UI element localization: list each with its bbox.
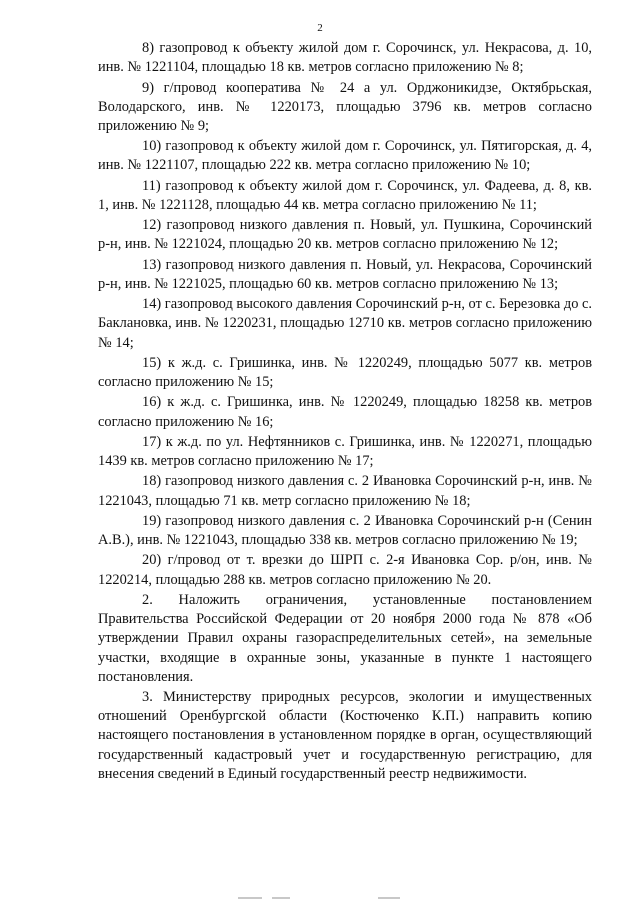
list-item-16: 16) к ж.д. с. Гришинка, инв. № 1220249, площадью 18258 кв. метров согласно приложению № 16; [98, 394, 592, 430]
list-item-10: 10) газопровод к объекту жилой дом г. Сорочинск, ул. Пятигорская, д. 4, инв. № 1221107, площадью 222 кв. метра согласно приложению № 10; [98, 138, 592, 174]
clause-2-paragraph: 2. Наложить ограничения, установленные постановлением Правительства Российской Федерации от 20 ноября 2000 года № 878 «Об утверждении Правил охраны газораспределительных сетей», на земельные участки, входящие в охранные зоны, указанные в пункте 1 настоящего постановления. [98, 591, 592, 685]
clause-3-paragraph: 3. Министерству природных ресурсов, экологии и имущественных отношений Оренбургской области (Костюченко К.П.) направить копию настоящего постановления в установленном порядке в орган, осуществляющий государственный кадастровый учет и государственную регистрацию, для внесения сведений в Единый государственный реестр недвижимости. [98, 689, 592, 782]
list-item-15: 15) к ж.д. с. Гришинка, инв. № 1220249, площадью 5077 кв. метров согласно приложению № 15; [98, 354, 592, 391]
list-item-12: 12) газопровод низкого давления п. Новый, ул. Пушкина, Сорочинский р-н, инв. № 1221024, площадью 20 кв. метров согласно приложению № 12; [98, 217, 592, 253]
bottom-scan-marks [238, 897, 438, 900]
list-item-8: 8) газопровод к объекту жилой дом г. Сорочинск, ул. Некрасова, д. 10, инв. № 1221104, площадью 18 кв. метров согласно приложению № 8; [98, 40, 592, 76]
list-item-11: 11) газопровод к объекту жилой дом г. Сорочинск, ул. Фадеева, д. 8, кв. 1, инв. № 1221128, площадью 44 кв. метра согласно приложению № 11; [98, 177, 592, 213]
document-body [98, 39, 592, 785]
list-item-13: 13) газопровод низкого давления п. Новый, ул. Некрасова, Сорочинский р-н, инв. № 1221025, площадью 60 кв. метров согласно приложению № 13; [98, 256, 592, 292]
list-item-19: 19) газопровод низкого давления с. 2 Ивановка Сорочинский р-н (Сенин А.В.), инв. № 1221043, площадью 338 кв. метров согласно приложению № 19; [98, 512, 592, 549]
list-item-18: 18) газопровод низкого давления с. 2 Ивановка Сорочинский р-н, инв. № 1221043, площадью 71 кв. метр согласно приложению № 18; [98, 473, 592, 509]
list-item-14: 14) газопровод высокого давления Сорочинский р-н, от с. Березовка до с. Баклановка, инв. № 1220231, площадью 12710 кв. метров согласно приложению № 14; [98, 296, 592, 351]
list-item-9: 9) г/провод кооператива № 24 а ул. Орджоникидзе, Октябрьская, Володарского, инв. № 1220173, площадью 3796 кв. метров согласно приложению № 9; [98, 79, 592, 134]
list-item-17: 17) к ж.д. по ул. Нефтянников с. Гришинка, инв. № 1220271, площадью 1439 кв. метров согласно приложению № 17; [98, 433, 592, 470]
page-number: 2 [317, 22, 323, 34]
list-item-20: 20) г/провод от т. врезки до ШРП с. 2-я Ивановка Сор. р/он, инв. № 1220214, площадью 288 кв. метров согласно приложению № 20. [98, 552, 592, 588]
